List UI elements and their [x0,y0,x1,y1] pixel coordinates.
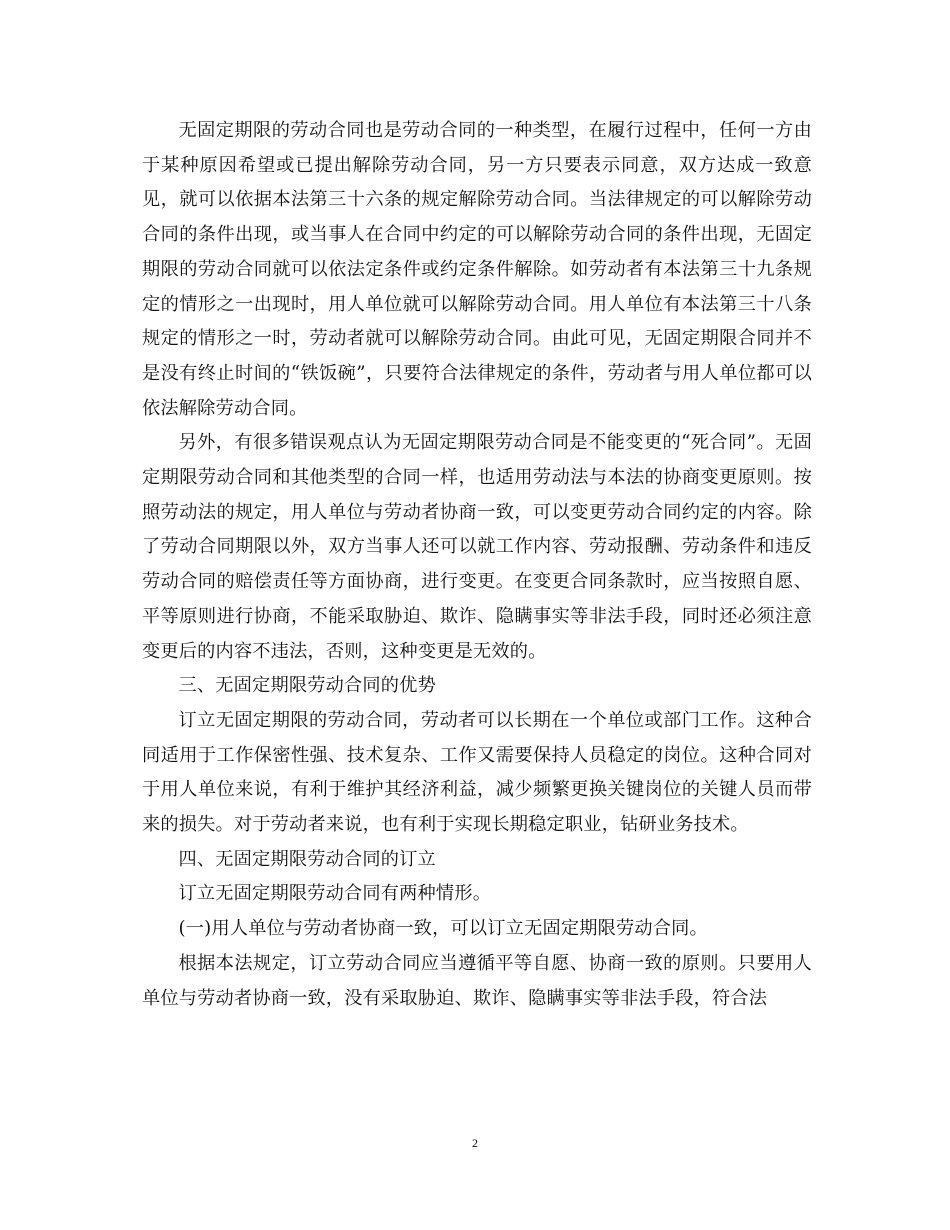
section-heading-advantages: 三、无固定期限劳动合同的优势 [178,675,436,697]
paragraph-modification: 另外，有很多错误观点认为无固定期限劳动合同是不能变更的“死合同”。无固定期限劳动合同和其他类型的合同一样，也适用劳动法与本法的协商变更原则。按照劳动法的规定，用人单位与劳动者协商一致，可以变更劳动合同约定的内容。除了劳动合同期限以外，双方当事人还可以就工作内容、劳动报酬、劳动条件和违反劳动合同的赔偿责任等方面协商，进行变更。在变更合同条款时，应当按照自愿、平等原则进行协商，不能采取胁迫、欺诈、隐瞒事实等非法手段，同时还必须注意变更后的内容不违法，否则，这种变更是无效的。 [142,432,812,662]
paragraph-case-one: 根据本法规定，订立劳动合同应当遵循平等自愿、协商一致的原则。只要用人单位与劳动者协商一致，没有采取胁迫、欺诈、隐瞒事实等非法手段，符合法 [142,952,812,1009]
subheading-case-one: (一)用人单位与劳动者协商一致，可以订立无固定期限劳动合同。 [178,918,708,940]
section-heading-conclusion: 四、无固定期限劳动合同的订立 [178,848,436,870]
paragraph-two-cases: 订立无固定期限劳动合同有两种情形。 [178,883,492,905]
page-number: 2 [472,1136,478,1150]
paragraph-advantages: 订立无固定期限的劳动合同，劳动者可以长期在一个单位或部门工作。这种合同适用于工作保密性强、技术复杂、工作又需要保持人员稳定的岗位。这种合同对于用人单位来说，有利于维护其经济利益，减少频繁更换关键岗位的关键人员而带来的损失。对于劳动者来说，也有利于实现长期稳定职业，钻研业务技术。 [142,709,812,836]
document-body [142,114,812,1016]
paragraph-termination: 无固定期限的劳动合同也是劳动合同的一种类型，在履行过程中，任何一方由于某种原因希望或已提出解除劳动合同，另一方只要表示同意，双方达成一致意见，就可以依据本法第三十六条的规定解除劳动合同。当法律规定的可以解除劳动合同的条件出现，或当事人在合同中约定的可以解除劳动合同的条件出现，无固定期限的劳动合同就可以依法定条件或约定条件解除。如劳动者有本法第三十九条规定的情形之一出现时，用人单位就可以解除劳动合同。用人单位有本法第三十八条规定的情形之一时，劳动者就可以解除劳动合同。由此可见，无固定期限合同并不是没有终止时间的“铁饭碗”，只要符合法律规定的条件，劳动者与用人单位都可以依法解除劳动合同。 [142,120,812,419]
